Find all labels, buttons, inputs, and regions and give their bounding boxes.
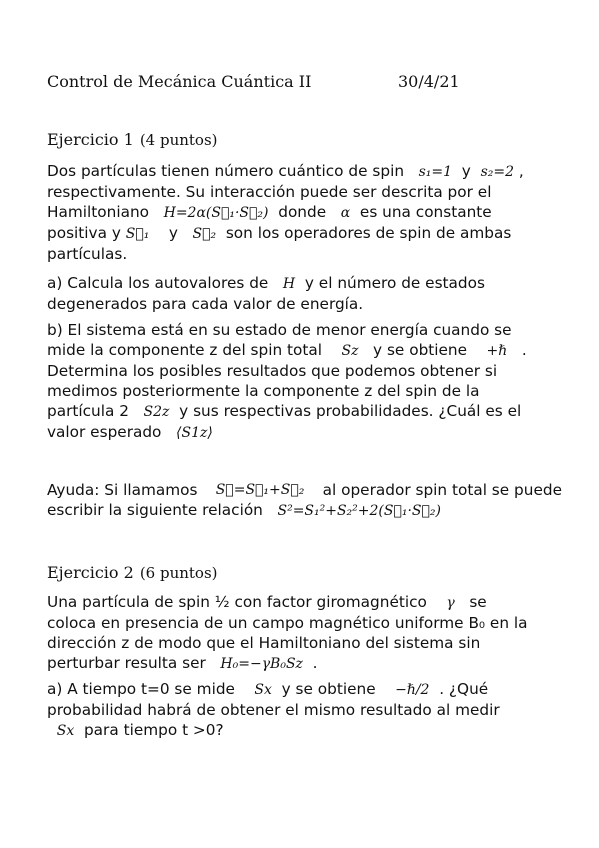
text-line: Determina los posibles resultados que podemos obtener si [47, 362, 498, 380]
text: y [461, 162, 471, 180]
exercise-1-statement [47, 161, 562, 264]
text: Dos partículas tienen número cuántico de spin [47, 162, 405, 180]
exercise-2-part-a [47, 679, 562, 741]
text: y sus respectivas probabilidades. ¿Cuál es el [179, 402, 522, 420]
text: y [168, 224, 178, 242]
text: valor esperado [47, 423, 162, 441]
text: Una partícula de spin ½ con factor giromagnético [47, 593, 427, 611]
exercise-1-part-a [47, 273, 562, 314]
math-Sx: Sx [254, 682, 272, 698]
text: y se obtiene [281, 680, 376, 698]
exercise-1-title: Ejercicio 1 [47, 130, 134, 149]
math-S-squared-relation: S²=S₁²+S₂²+2(S⃗₁·S⃗₂) [277, 503, 441, 519]
text: a) A tiempo t=0 se mide [47, 680, 235, 698]
text: . [521, 341, 527, 359]
text: escribir la siguiente relación [47, 501, 263, 519]
text-line: dirección z de modo que el Hamiltoniano del sistema sin [47, 634, 481, 652]
text: , [518, 162, 524, 180]
text: son los operadores de spin de ambas [225, 224, 512, 242]
text-line: coloca en presencia de un campo magnético uniforme B₀ en la [47, 614, 528, 632]
math-S2z: S2z [143, 404, 170, 420]
exercise-2-title: Ejercicio 2 [47, 563, 134, 582]
text-line: partículas. [47, 245, 128, 263]
exercise-1-hint [47, 480, 562, 521]
math-H0: H₀=−γB₀Sz [220, 656, 303, 672]
math-S1-vector: S⃗₁ [125, 226, 150, 242]
text: positiva y [47, 224, 121, 242]
text: Hamiltoniano [47, 203, 150, 221]
math-hbar: +ℏ [486, 343, 508, 359]
text: es una constante [359, 203, 492, 221]
text: y el número de estados [304, 274, 485, 292]
exercise-1-points: (4 puntos) [139, 131, 218, 149]
math-S-total: S⃗=S⃗₁+S⃗₂ [215, 482, 305, 498]
math-Sx: Sx [56, 723, 75, 739]
text: para tiempo t >0? [83, 721, 224, 739]
text: se [469, 593, 487, 611]
text-line: b) El sistema está en su estado de menor energía cuando se [47, 321, 512, 339]
math-S1z-expectation: ⟨S1z⟩ [176, 425, 213, 441]
math-s1: s₁=1 [418, 164, 453, 180]
text: Ayuda: Si llamamos [47, 481, 198, 499]
text: . ¿Qué [439, 680, 489, 698]
math-S2-vector: S⃗₂ [192, 226, 217, 242]
math-alpha: α [340, 205, 351, 221]
text-line: degenerados para cada valor de energía. [47, 295, 364, 313]
math-Sz: Sz [341, 343, 359, 359]
document-title: Control de Mecánica Cuántica II [47, 72, 312, 91]
math-hamiltonian: H=2α(S⃗₁·S⃗₂) [163, 205, 269, 221]
text: . [312, 654, 318, 672]
math-H: H [282, 276, 296, 292]
text: partícula 2 [47, 402, 129, 420]
math-s2: s₂=2 [480, 164, 515, 180]
text-line: probabilidad habrá de obtener el mismo resultado al medir [47, 701, 500, 719]
text: mide la componente z del spin total [47, 341, 323, 359]
exercise-1-heading [47, 130, 218, 149]
text: perturbar resulta ser [47, 654, 206, 672]
text-line: respectivamente. Su interacción puede ser descrita por el [47, 183, 492, 201]
text: a) Calcula los autovalores de [47, 274, 269, 292]
document-date: 30/4/21 [398, 72, 460, 91]
text-line: medimos posteriormente la componente z del spin de la [47, 382, 480, 400]
text: donde [278, 203, 327, 221]
exercise-2-heading [47, 563, 218, 582]
text: y se obtiene [373, 341, 468, 359]
exercise-2-statement [47, 592, 562, 674]
exercise-2-points: (6 puntos) [139, 564, 218, 582]
exercise-1-part-b [47, 320, 562, 443]
math-gamma: γ [446, 595, 455, 611]
math-minus-hbar-half: −ℏ/2 [395, 682, 430, 698]
text: al operador spin total se puede [322, 481, 562, 499]
